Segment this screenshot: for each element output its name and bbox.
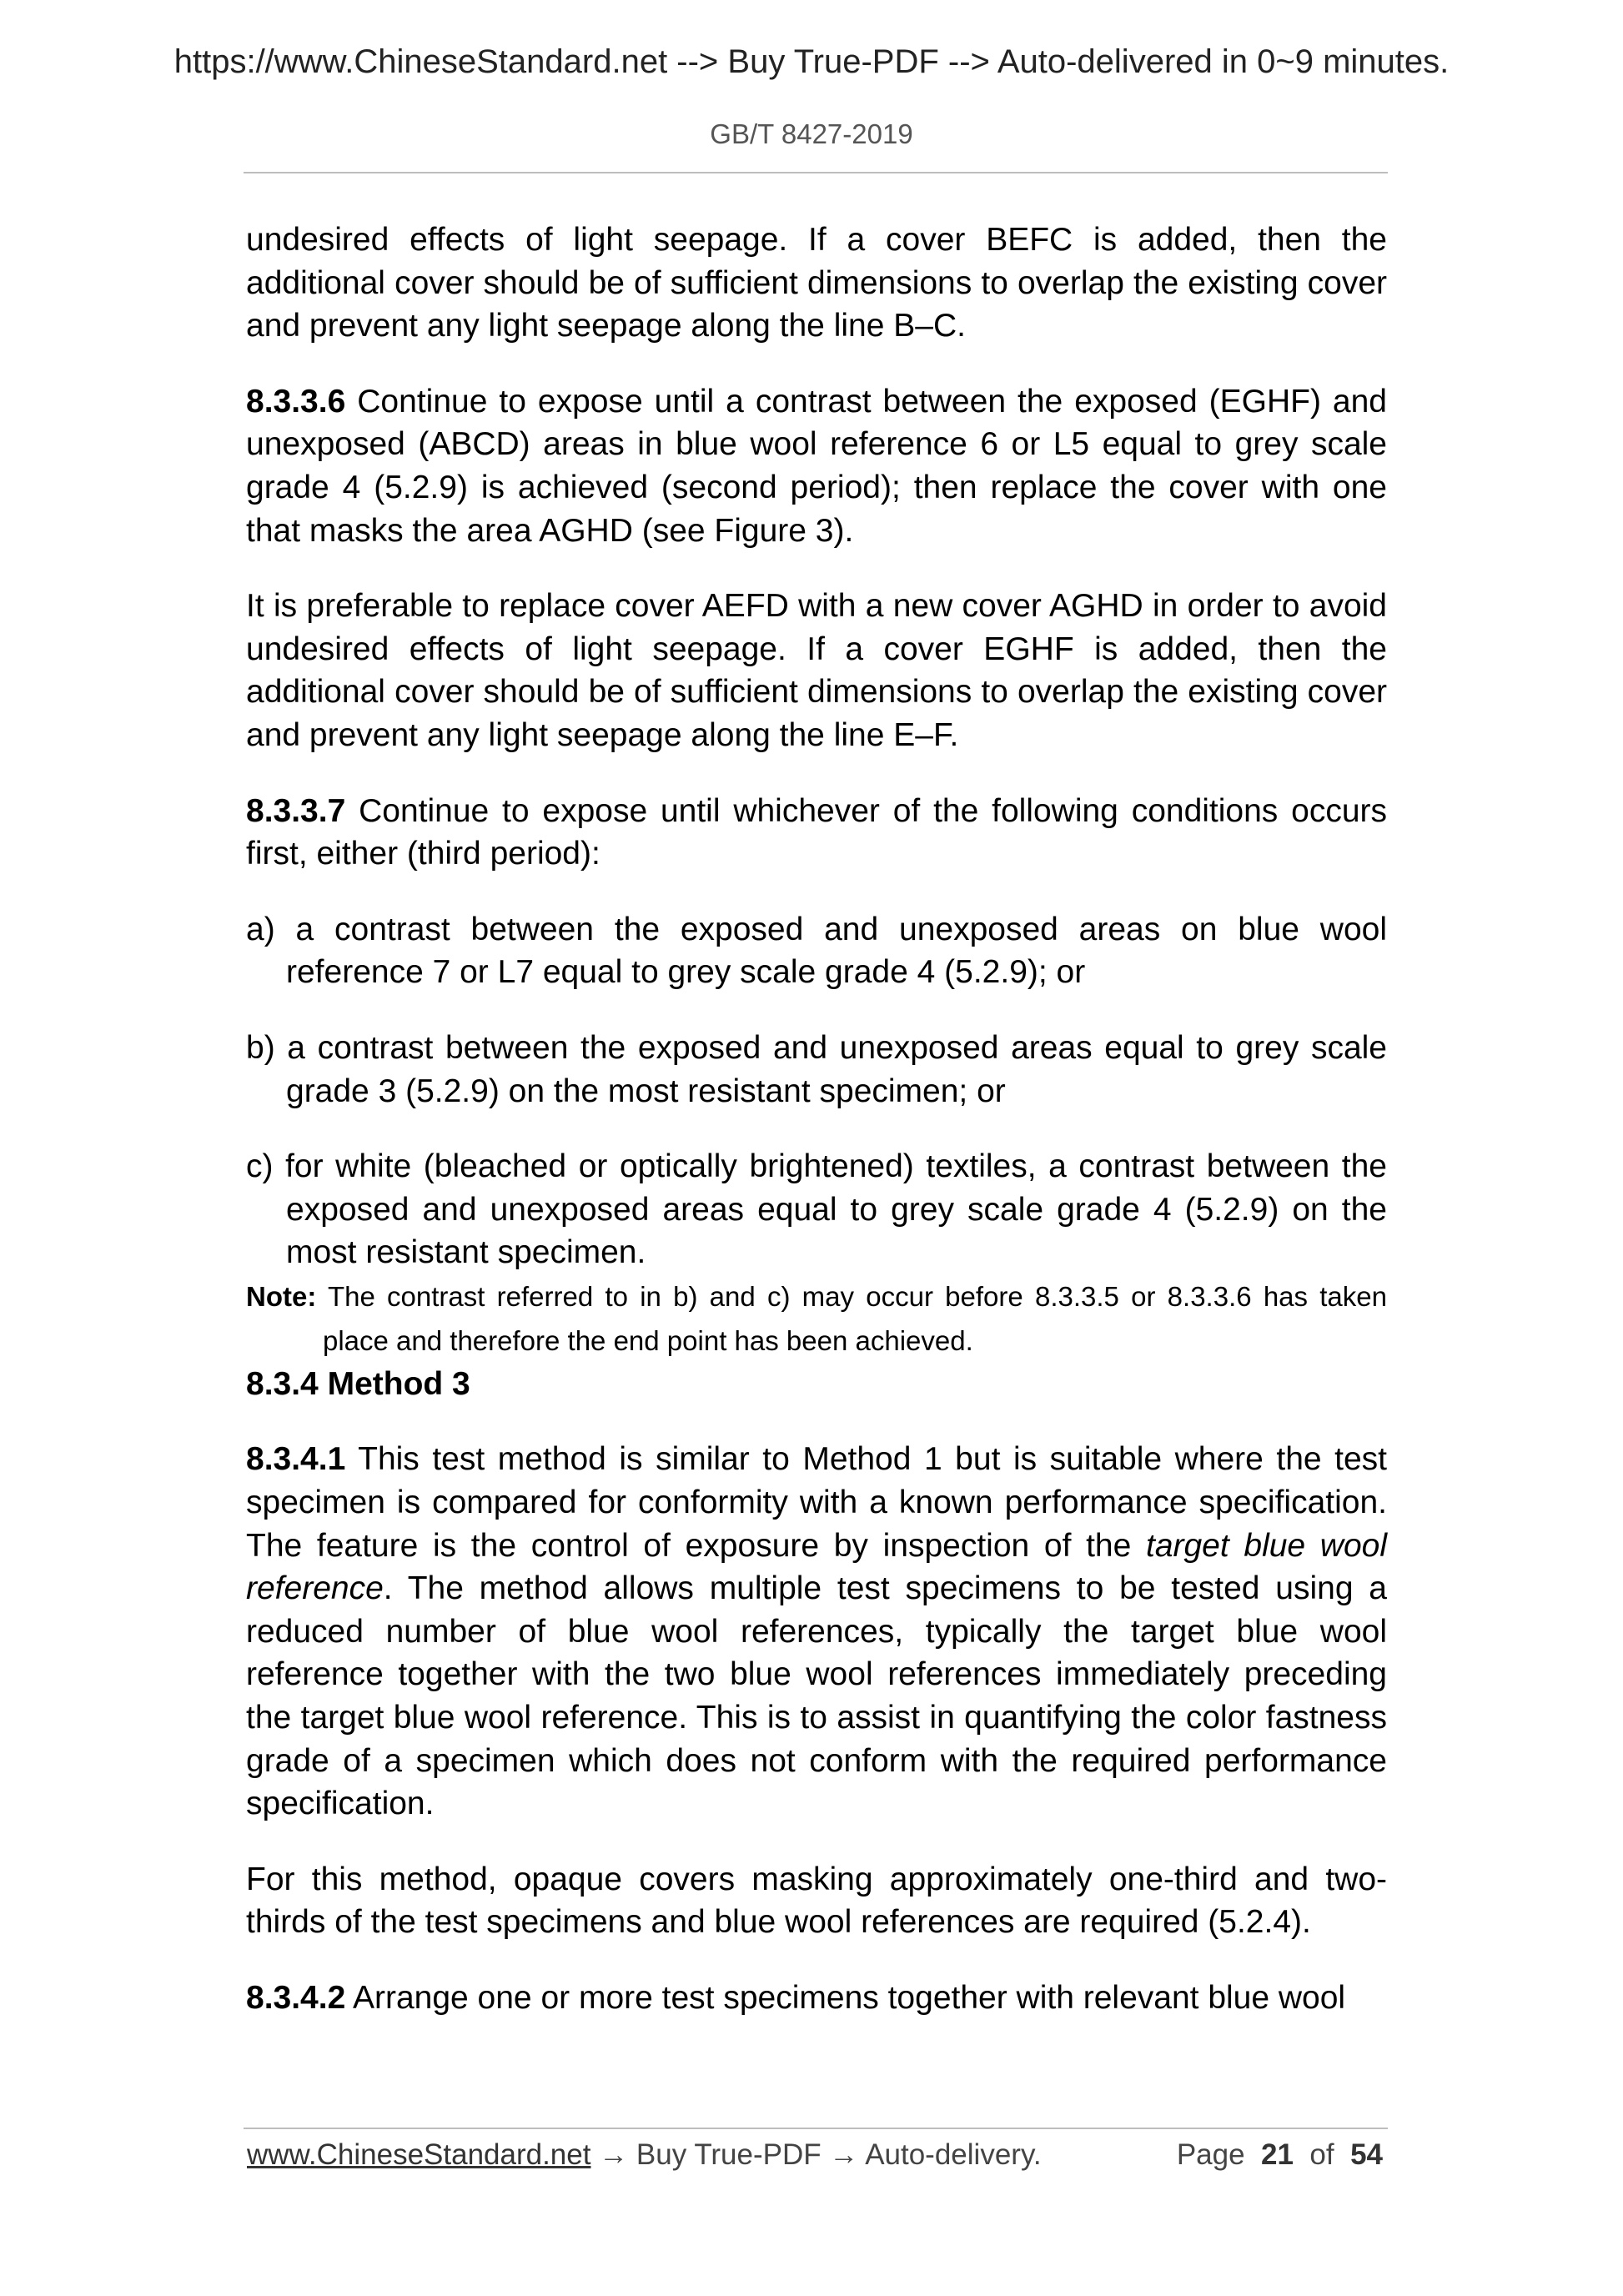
document-code: GB/T 8427-2019	[710, 118, 913, 149]
header-divider	[244, 172, 1388, 173]
footer-site-link[interactable]: www.ChineseStandard.net	[247, 2138, 591, 2171]
note	[246, 1274, 1387, 1363]
section-heading: 8.3.4 Method 3	[246, 1365, 470, 1402]
clause-text: Arrange one or more test specimens together with relevant blue wool	[345, 1980, 1346, 2016]
footer-delivery-text: Auto-delivery.	[865, 2138, 1042, 2171]
paragraph-opaque-covers: For this method, opaque covers masking approximately one-third and two-thirds of the test specimens and blue wool references are required (5.2.4).	[246, 1861, 1387, 1941]
clause-number: 8.3.3.7	[246, 792, 346, 829]
paragraph-continuation: undesired effects of light seepage. If a cover BEFC is added, then the additional cover should be of sufficient dimensions to overlap the existing cover and prevent any light seepage along the line B–C.	[246, 222, 1387, 344]
footer-buy-text: Buy True-PDF	[636, 2138, 822, 2171]
page-footer	[247, 2138, 1388, 2180]
page-body	[246, 219, 1387, 2020]
clause-number: 8.3.4.1	[246, 1441, 346, 1478]
clause-8-3-3-6	[246, 380, 1387, 552]
clause-italic-term: target blue wool reference	[246, 1527, 1388, 1607]
clause-number: 8.3.4.2	[246, 1980, 346, 2016]
note-label: Note:	[246, 1280, 317, 1312]
clause-8-3-4-2	[246, 1977, 1387, 2020]
page-word: Page	[1176, 2138, 1245, 2171]
source-banner[interactable]: https://www.ChineseStandard.net --> Buy True-PDF --> Auto-delivered in 0~9 minutes.	[173, 43, 1450, 80]
paragraph-cover-replacement: It is preferable to replace cover AEFD with a new cover AGHD in order to avoid undesired effects of light seepage. If a cover EGHF is added, then the additional cover should be of sufficient dimensions to overlap the existing cover and prevent any light seepage along the line E–F.	[246, 588, 1387, 753]
total-pages: 54	[1350, 2138, 1383, 2171]
note-text: The contrast referred to in b) and c) may occur before 8.3.3.5 or 8.3.3.6 has taken place and therefore the end point has been achieved.	[316, 1280, 1387, 1356]
list-item: c) for white (bleached or optically brightened) textiles, a contrast between the exposed and unexposed areas equal to grey scale grade 4 (5.2.9) on the most resistant specimen.	[246, 1148, 1387, 1271]
footer-links	[247, 2138, 1042, 2172]
clause-8-3-3-7	[246, 790, 1387, 876]
clause-8-3-4-1	[246, 1438, 1387, 1825]
of-word: of	[1309, 2138, 1334, 2171]
list-item: b) a contrast between the exposed and unexposed areas equal to grey scale grade 3 (5.2.9) on the most resistant specimen; or	[246, 1029, 1387, 1109]
clause-text: Continue to expose until a contrast between the exposed (EGHF) and unexposed (ABCD) areas in blue wool reference 6 or L5 equal to grey scale grade 4 (5.2.9) is achieved (second period); then replace the cover with one that masks the area AGHD (see Figure 3).	[246, 383, 1387, 549]
clause-text: . The method allows multiple test specimens to be tested using a reduced number of blue wool references, typically the target blue wool reference together with the two blue wool references immediately preceding the target blue wool reference. This is to assist in quantifying the color fastness grade of a specimen which does not conform with the required performance specification.	[246, 1570, 1387, 1822]
clause-text: Continue to expose until whichever of the following conditions occurs first, either (third period):	[246, 792, 1387, 872]
page-indicator	[1177, 2138, 1383, 2172]
list-item: a) a contrast between the exposed and unexposed areas on blue wool reference 7 or L7 equal to grey scale grade 4 (5.2.9); or	[246, 911, 1387, 991]
current-page-number: 21	[1261, 2138, 1294, 2171]
arrow-right-icon: →	[590, 2138, 636, 2171]
arrow-right-icon: →	[821, 2138, 866, 2171]
footer-divider	[244, 2128, 1388, 2129]
clause-text: This test method is similar to Method 1 but is suitable where the test specimen is compared for conformity with a known performance specification. The feature is the control of exposure by inspection of the	[246, 1441, 1387, 1564]
clause-number: 8.3.3.6	[246, 383, 346, 420]
